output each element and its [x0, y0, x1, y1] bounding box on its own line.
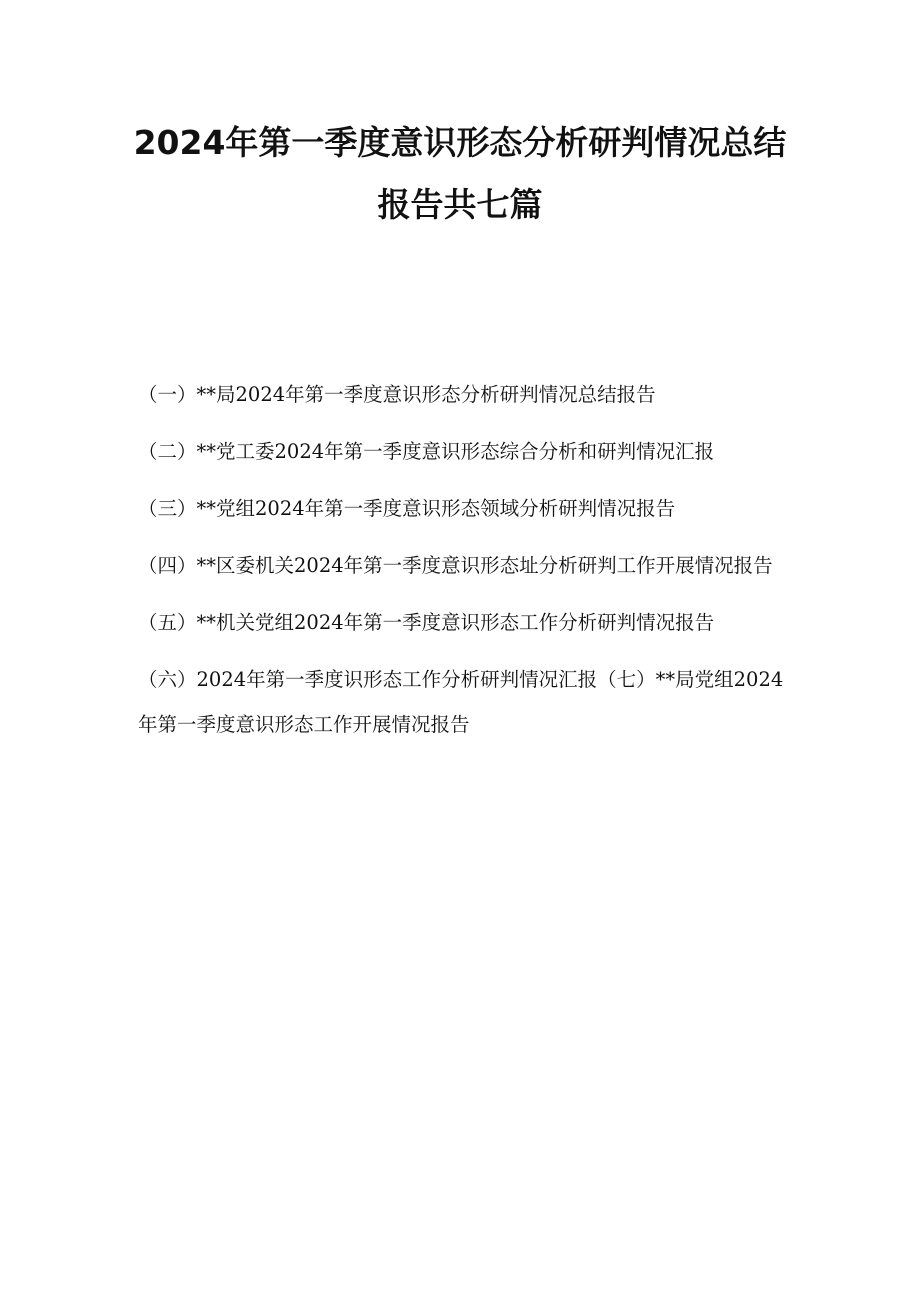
toc-item-2: （二）**党工委2024年第一季度意识形态综合分析和研判情况汇报 [138, 440, 715, 463]
toc-item-1: （一）**局2024年第一季度意识形态分析研判情况总结报告 [138, 383, 656, 406]
toc-item-4: （四）**区委机关2024年第一季度意识形态址分析研判工作开展情况报告 [138, 554, 773, 577]
toc-item-6: （六）2024年第一季度识形态工作分析研判情况汇报（七）**局党组2024年第一季度意识形态工作开展情况报告 [138, 668, 784, 736]
toc-item-5: （五）**机关党组2024年第一季度意识形态工作分析研判情况报告 [138, 611, 715, 634]
table-of-contents [138, 372, 786, 759]
document-title: 2024年第一季度意识形态分析研判情况总结报告共七篇 [133, 123, 787, 224]
toc-item-3: （三）**党组2024年第一季度意识形态领域分析研判情况报告 [138, 497, 676, 520]
